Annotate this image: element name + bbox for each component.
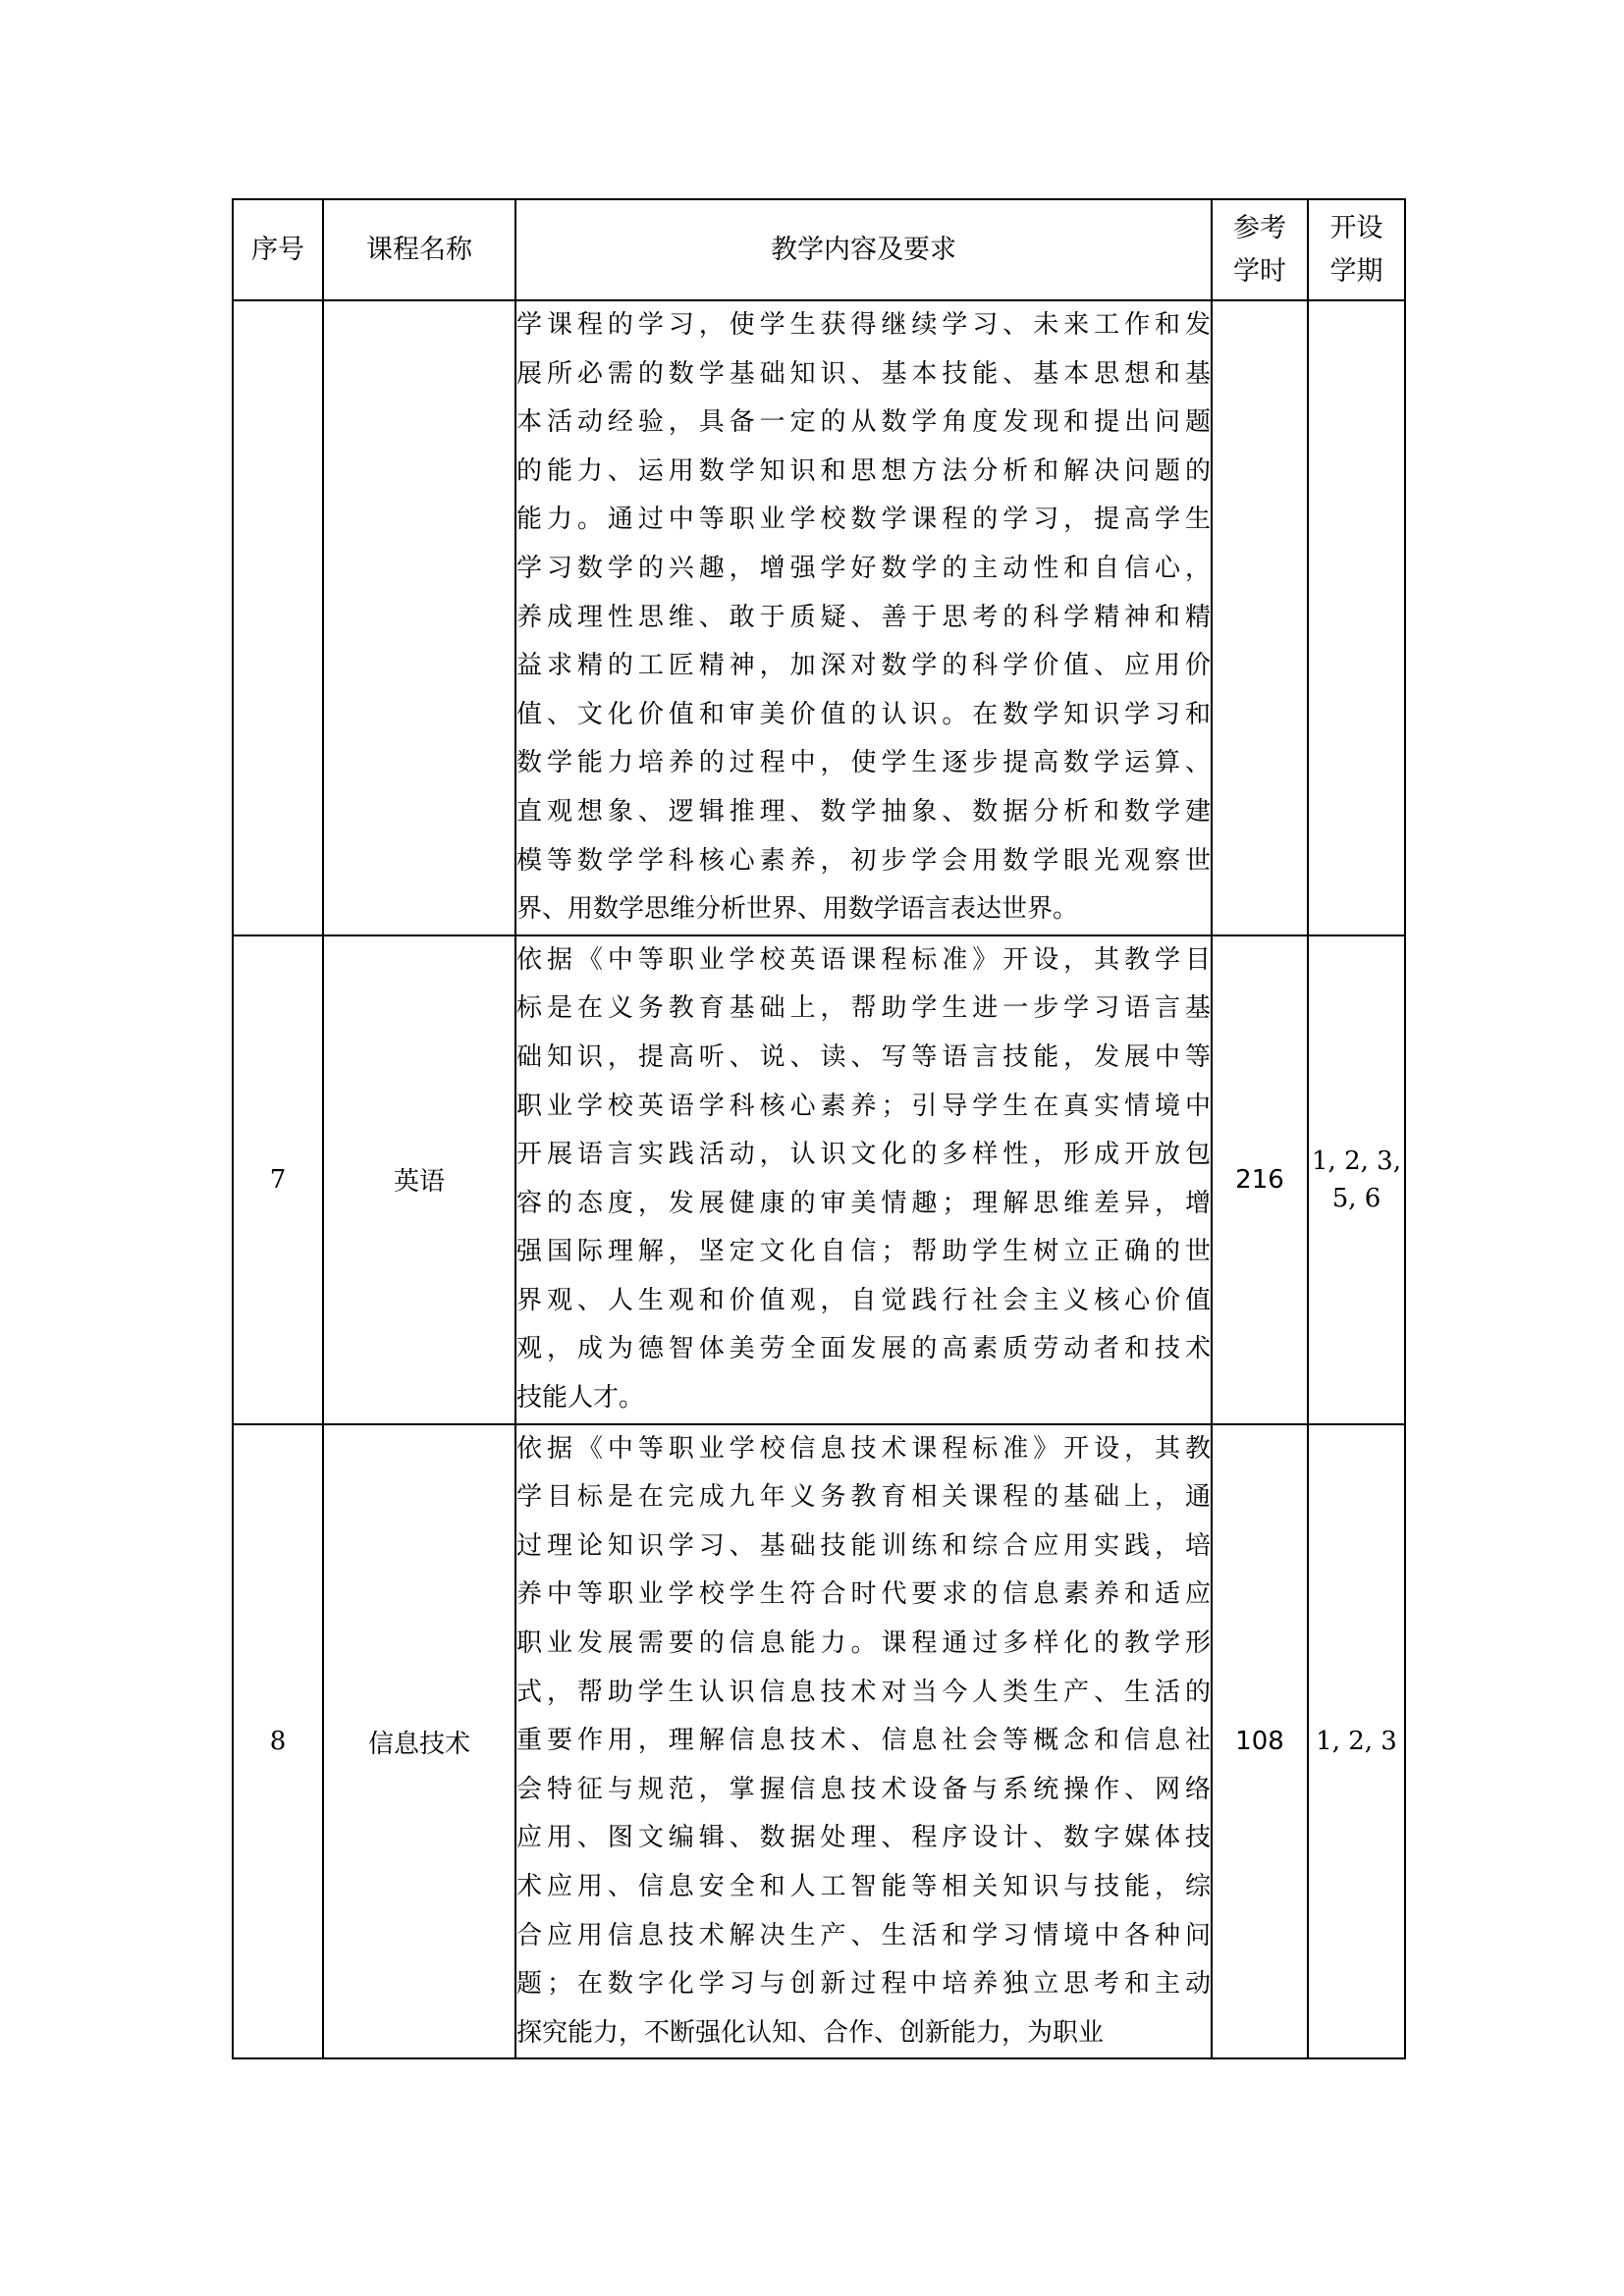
content-line: 模等数学学科核心素养，初步学会用数学眼光观察世	[516, 845, 1211, 876]
content-line: 重要作用，理解信息技术、信息社会等概念和信息社	[516, 1726, 1211, 1756]
course-table	[232, 198, 1406, 2059]
header-hours-line1: 参考	[1233, 212, 1286, 243]
content-line: 观，成为德智体美劳全面发展的高素质劳动者和技术	[516, 1334, 1211, 1364]
content-line: 强国际理解，坚定文化自信；帮助学生树立正确的世	[516, 1237, 1211, 1267]
content-line: 学课程的学习，使学生获得继续学习、未来工作和发	[516, 310, 1211, 340]
row-term-line1: 1, 2, 3,	[1312, 1146, 1401, 1176]
row-term-line1: 1, 2, 3	[1316, 1727, 1397, 1757]
content-line: 的能力、运用数学知识和思想方法分析和解决问题的	[516, 455, 1211, 486]
content-line: 养成理性思维、敢于质疑、善于思考的科学精神和精	[516, 602, 1211, 632]
header-term-line1: 开设	[1329, 212, 1383, 243]
row-course-name	[323, 300, 515, 935]
content-line: 职业发展需要的信息能力。课程通过多样化的教学形	[516, 1629, 1211, 1659]
row-content	[515, 1424, 1212, 2059]
header-seq: 序号	[233, 199, 323, 300]
row-term	[1308, 300, 1405, 935]
content-line: 过理论知识学习、基础技能训练和综合应用实践，培	[516, 1530, 1211, 1561]
table-row	[233, 1424, 1405, 2059]
content-line: 数学能力培养的过程中，使学生逐步提高数学运算、	[516, 748, 1211, 778]
row-term	[1308, 1424, 1405, 2059]
content-line: 展所必需的数学基础知识、基本技能、基本思想和基	[516, 358, 1211, 389]
header-hours-line2: 学时	[1233, 255, 1286, 287]
content-line: 依据《中等职业学校信息技术课程标准》开设，其教	[516, 1433, 1211, 1464]
content-line: 直观想象、逻辑推理、数学抽象、数据分析和数学建	[516, 796, 1211, 827]
content-line: 本活动经验，具备一定的从数学角度发现和提出问题	[516, 407, 1211, 438]
content-line: 学习数学的兴趣，增强学好数学的主动性和自信心，	[516, 553, 1211, 583]
content-line: 合应用信息技术解决生产、生活和学习情境中各种问	[516, 1920, 1211, 1950]
row-seq: 7	[233, 935, 323, 1424]
row-seq: 8	[233, 1424, 323, 2059]
content-line: 能力。通过中等职业学校数学课程的学习，提高学生	[516, 505, 1211, 535]
content-line: 会特征与规范，掌握信息技术设备与系统操作、网络	[516, 1774, 1211, 1804]
content-line: 学目标是在完成九年义务教育相关课程的基础上，通	[516, 1482, 1211, 1513]
content-line: 应用、图文编辑、数据处理、程序设计、数字媒体技	[516, 1823, 1211, 1853]
row-content	[515, 300, 1212, 935]
row-seq	[233, 300, 323, 935]
row-term-line2: 5, 6	[1331, 1183, 1381, 1213]
header-term	[1308, 199, 1405, 300]
content-line: 础知识，提高听、说、读、写等语言技能，发展中等	[516, 1041, 1211, 1072]
content-line: 界观、人生观和价值观，自觉践行社会主义核心价值	[516, 1285, 1211, 1315]
header-hours	[1212, 199, 1308, 300]
content-line: 术应用、信息安全和人工智能等相关知识与技能，综	[516, 1872, 1211, 1901]
header-term-line2: 学期	[1329, 255, 1383, 287]
content-line: 容的态度，发展健康的审美情趣；理解思维差异，增	[516, 1188, 1211, 1218]
header-content: 教学内容及要求	[515, 199, 1212, 300]
content-line: 依据《中等职业学校英语课程标准》开设，其教学目	[516, 944, 1211, 975]
content-line: 开展语言实践活动，认识文化的多样性，形成开放包	[516, 1140, 1211, 1170]
content-line: 职业学校英语学科核心素养；引导学生在真实情境中	[516, 1091, 1211, 1121]
content-line: 标是在义务教育基础上，帮助学生进一步学习语言基	[516, 993, 1211, 1024]
header-course-name: 课程名称	[323, 199, 515, 300]
row-course-name: 英语	[323, 935, 515, 1424]
row-hours: 216	[1212, 935, 1308, 1424]
table-row	[233, 300, 1405, 935]
content-line: 界、用数学思维分析世界、用数学语言表达世界。	[516, 894, 1079, 925]
row-hours	[1212, 300, 1308, 935]
content-line: 益求精的工匠精神，加深对数学的科学价值、应用价	[516, 651, 1211, 681]
row-content	[515, 935, 1212, 1424]
content-line: 探究能力，不断强化认知、合作、创新能力，为职业	[516, 2017, 1105, 2048]
row-term	[1308, 935, 1405, 1424]
row-hours: 108	[1212, 1424, 1308, 2059]
row-course-name: 信息技术	[323, 1424, 515, 2059]
header-row	[233, 199, 1405, 300]
content-line: 题；在数字化学习与创新过程中培养独立思考和主动	[516, 1969, 1211, 2000]
content-line: 技能人才。	[516, 1383, 645, 1414]
content-line: 值、文化价值和审美价值的认识。在数学知识学习和	[516, 699, 1211, 729]
content-line: 式，帮助学生认识信息技术对当今人类生产、生活的	[516, 1677, 1211, 1707]
content-line: 养中等职业学校学生符合时代要求的信息素养和适应	[516, 1579, 1211, 1610]
table-row	[233, 935, 1405, 1424]
